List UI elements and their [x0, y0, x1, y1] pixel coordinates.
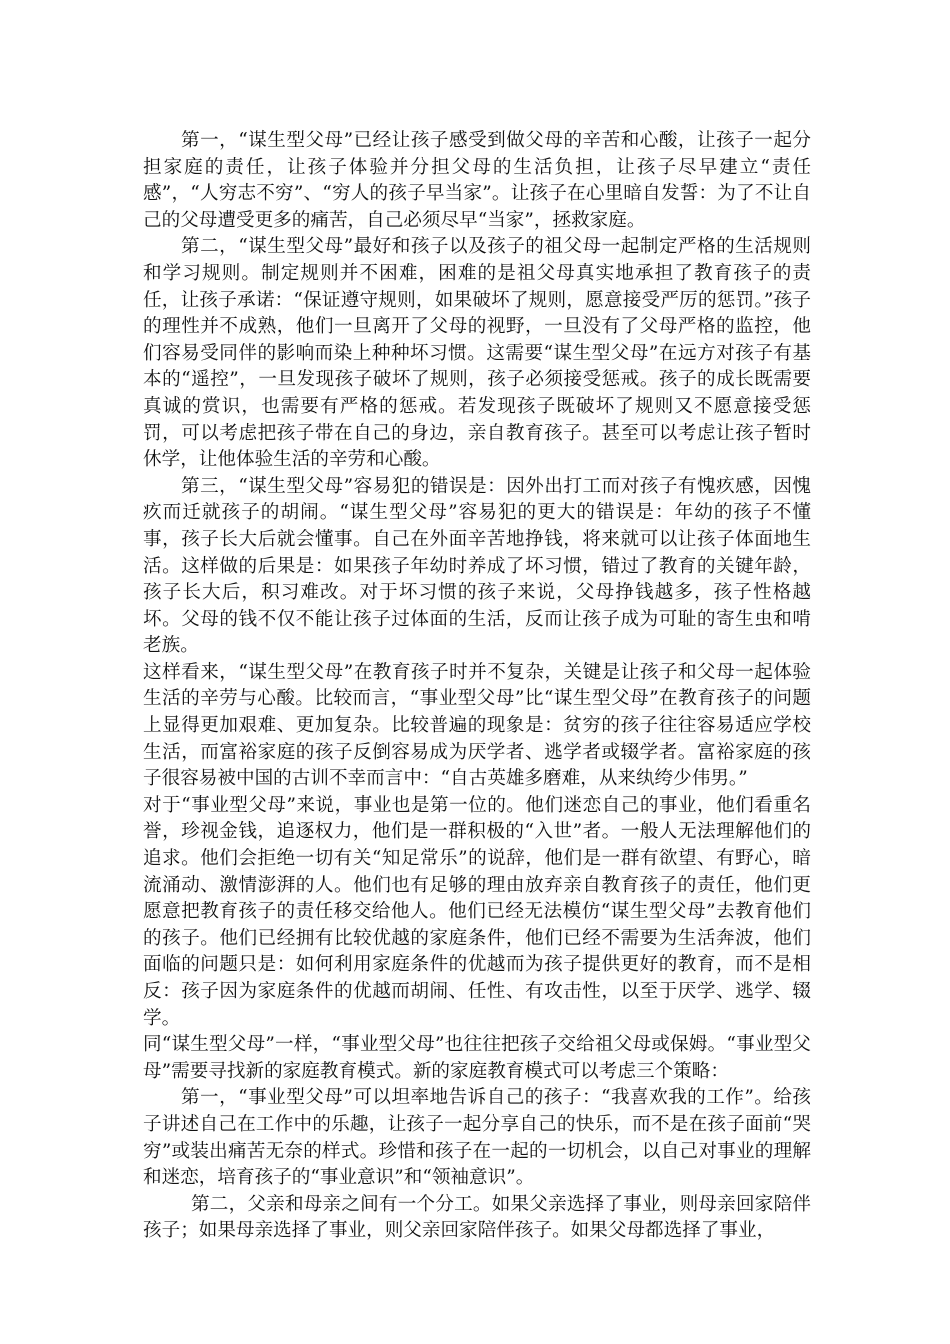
paragraph-3: 第三，“谋生型父母”容易犯的错误是：因外出打工而对孩子有愧疚感，因愧疚而迁就孩子的胡闹。“谋生型父母”容易犯的更大的错误是：年幼的孩子不懂事，孩子长大后就会懂事。自己在外面辛苦地挣钱，将来就可以让孩子体面地生活。这样做的后果是：如果孩子年幼时养成了坏习惯，错过了教育的关键年龄，孩子长大后，积习难改。对于坏习惯的孩子来说，父母挣钱越多，孩子性格越坏。父母的钱不仅不能让孩子过体面的生活，反而让孩子成为可耻的寄生虫和啃老族。	[143, 475, 811, 657]
paragraph-7: 第一，“事业型父母”可以坦率地告诉自己的孩子：“我喜欢我的工作”。给孩子讲述自己在工作中的乐趣，让孩子一起分享自己的快乐，而不是在孩子面前“哭穷”或装出痛苦无奈的样式。珍惜和孩子在一起的一切机会，以自己对事业的理解和迷恋，培育孩子的“事业意识”和“领袖意识”。	[143, 1087, 811, 1189]
paragraph-6: 同“谋生型父母”一样，“事业型父母”也往往把孩子交给祖父母或保姆。“事业型父母”需要寻找新的家庭教育模式。新的家庭教育模式可以考虑三个策略：	[143, 1034, 811, 1082]
paragraph-5: 对于“事业型父母”来说，事业也是第一位的。他们迷恋自己的事业，他们看重名誉，珍视金钱，追逐权力，他们是一群积极的“入世”者。一般人无法理解他们的追求。他们会拒绝一切有关“知足常乐”的说辞，他们是一群有欲望、有野心，暗流涌动、激情澎湃的人。他们也有足够的理由放弃亲自教育孩子的责任，他们更愿意把教育孩子的责任移交给他人。他们已经无法模仿“谋生型父母”去教育他们的孩子。他们已经拥有比较优越的家庭条件，他们已经不需要为生活奔波，他们面临的问题只是：如何利用家庭条件的优越而为孩子提供更好的教育，而不是相反：孩子因为家庭条件的优越而胡闹、任性、有攻击性，以至于厌学、逃学、辍学。	[143, 794, 811, 1029]
paragraph-1: 第一，“谋生型父母”已经让孩子感受到做父母的辛苦和心酸，让孩子一起分担家庭的责任，让孩子体验并分担父母的生活负担，让孩子尽早建立“责任感”，“人穷志不穷”、“穷人的孩子早当家”。让孩子在心里暗自发誓：为了不让自己的父母遭受更多的痛苦，自己必须尽早“当家”，拯救家庭。	[143, 130, 811, 231]
paragraph-4: 这样看来，“谋生型父母”在教育孩子时并不复杂，关键是让孩子和父母一起体验生活的辛劳与心酸。比较而言，“事业型父母”比“谋生型父母”在教育孩子的问题上显得更加艰难、更加复杂。比较普遍的现象是：贫穷的孩子往往容易适应学校生活，而富裕家庭的孩子反倒容易成为厌学者、逃学者或辍学者。富裕家庭的孩子很容易被中国的古训不幸而言中：“自古英雄多磨难，从来纨绔少伟男。”	[143, 661, 811, 790]
paragraph-2: 第二，“谋生型父母”最好和孩子以及孩子的祖父母一起制定严格的生活规则和学习规则。制定规则并不困难，困难的是祖父母真实地承担了教育孩子的责任，让孩子承诺：“保证遵守规则，如果破坏了规则，愿意接受严厉的惩罚。”孩子的理性并不成熟，他们一旦离开了父母的视野，一旦没有了父母严格的监控，他们容易受同伴的影响而染上种种坏习惯。这需要“谋生型父母”在远方对孩子有基本的“遥控”，一旦发现孩子破坏了规则，孩子必须接受惩戒。孩子的成长既需要真诚的赏识，也需要有严格的惩戒。若发现孩子既破坏了规则又不愿意接受惩罚，可以考虑把孩子带在自己的身边，亲自教育孩子。甚至可以考虑让孩子暂时休学，让他体验生活的辛劳和心酸。	[143, 236, 811, 471]
document-page	[143, 128, 811, 1245]
paragraph-8: 第二，父亲和母亲之间有一个分工。如果父亲选择了事业，则母亲回家陪伴孩子；如果母亲选择了事业，则父亲回家陪伴孩子。如果父母都选择了事业，	[143, 1193, 811, 1242]
